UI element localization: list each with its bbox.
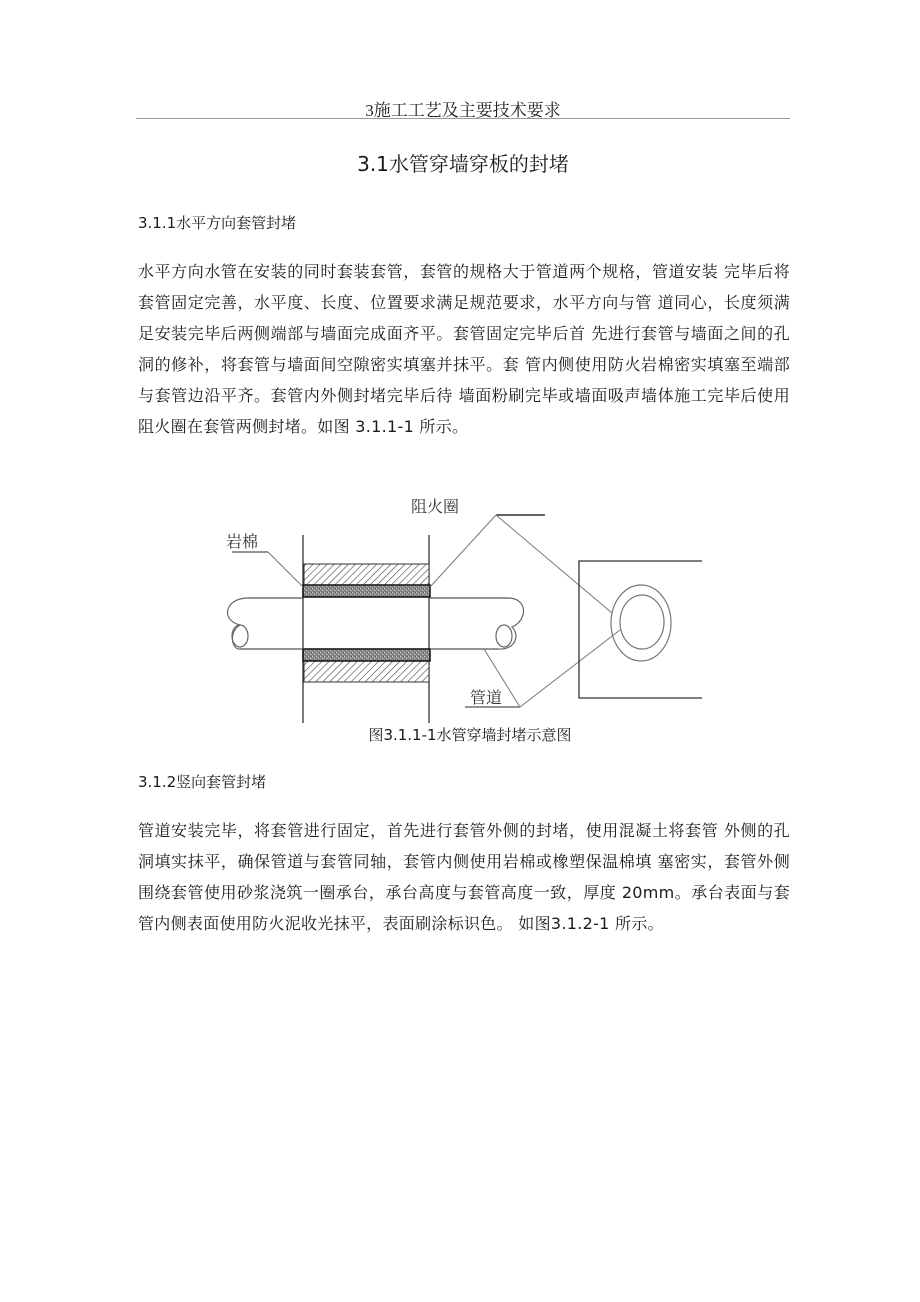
header-divider	[136, 118, 790, 119]
rock-wool-top	[303, 585, 430, 597]
subsection-title-horizontal: 3.1.1水平方向套管封堵	[138, 214, 297, 232]
paragraph-horizontal-sleeve: 水平方向水管在安装的同时套装套管，套管的规格大于管道两个规格，管道安装 完毕后将套管固定完善，水平度、长度、位置要求满足规范要求，水平方向与管 道同心，长度须满足安装完毕后两侧端部与墙面完成面齐平。套管固定完毕后首 先进行套管与墙面之间的孔洞的修补，将套管与墙面间空隙密实填塞并抹平。套 管内侧使用防火岩棉密实填塞至端部与套管边沿平齐。套管内外侧封堵完毕后待 墙面粉刷完毕或墙面吸声墙体施工完毕后使用阻火圈在套管两侧封堵。如图 3.1.1-1 所示。	[138, 262, 790, 436]
label-rock-wool: 岩棉	[226, 534, 259, 551]
wall-fill-bottom	[304, 661, 429, 682]
pipe-ring-inner	[620, 595, 664, 649]
figure-pipe-wall-seal-diagram	[200, 488, 720, 723]
subsection-title-vertical: 3.1.2竖向套管封堵	[138, 773, 267, 791]
page-header-chapter-title: 3施工工艺及主要技术要求	[365, 101, 561, 120]
rock-wool-bottom	[303, 649, 430, 661]
section-title: 3.1水管穿墙穿板的封堵	[357, 152, 569, 176]
label-fire-stop-collar: 阻火圈	[411, 499, 460, 516]
pipe-break-left	[228, 598, 248, 649]
cross-section-box	[579, 561, 702, 698]
paragraph-vertical-sleeve: 管道安装完毕，将套管进行固定，首先进行套管外侧的封堵，使用混凝土将套管 外侧的孔洞填实抹平，确保管道与套管同轴，套管内侧使用岩棉或橡塑保温棉填 塞密实，套管外侧围绕套管使用砂浆浇筑一圈承台，承台高度与套管高度一致，厚度 20mm。承台表面与套管内侧表面使用防火泥收光抹平，表面刷涂标识色。 如图3.1.2-1 所示。	[138, 821, 790, 933]
wall-fill-top	[304, 564, 429, 585]
label-pipe: 管道	[470, 690, 503, 707]
diagram-drawing	[200, 488, 720, 723]
figure-caption: 图3.1.1-1水管穿墙封堵示意图	[368, 726, 572, 744]
